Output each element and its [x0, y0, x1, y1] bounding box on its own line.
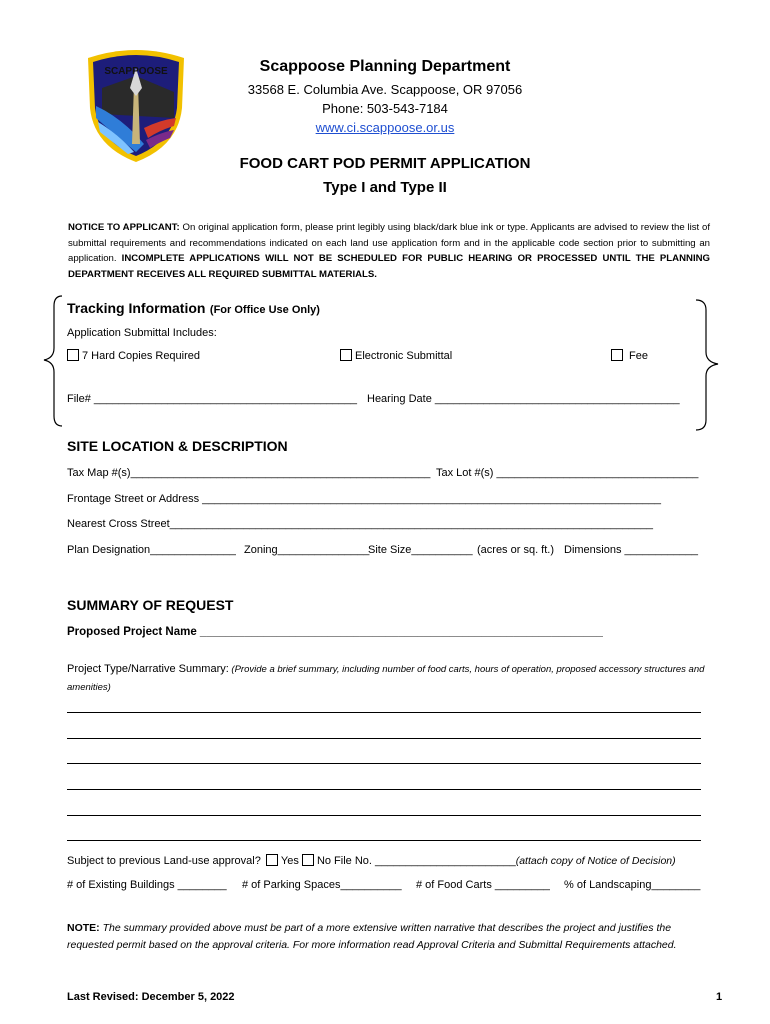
submittal-includes-label: Application Submittal Includes: [67, 327, 217, 339]
svg-text:SCAPPOOSE: SCAPPOOSE [104, 66, 168, 77]
department-address: 33568 E. Columbia Ave. Scappoose, OR 97056 [247, 82, 523, 97]
left-brace-icon [40, 292, 68, 432]
electronic-checkbox[interactable] [340, 349, 352, 361]
food-carts-field[interactable]: # of Food Carts _________ [416, 879, 550, 891]
narrative-hint: (Provide a brief summary, including number of food carts, hours of operation, proposed accessory structures and amenities) [67, 664, 705, 693]
tracking-title: Tracking Information [67, 300, 206, 316]
yes-checkbox[interactable] [266, 854, 278, 866]
electronic-label: Electronic Submittal [355, 350, 453, 362]
hard-copies-checkbox[interactable] [67, 349, 79, 361]
department-phone: Phone: 503-543-7184 [322, 101, 448, 116]
fee-label: Fee [629, 350, 648, 362]
hearing-date-field[interactable]: Hearing Date ________________________________________ [367, 393, 680, 405]
yes-label: Yes [280, 855, 299, 867]
summary-section-title: SUMMARY OF REQUEST [67, 597, 234, 613]
last-revised: Last Revised: December 5, 2022 [67, 991, 235, 1003]
acres-unit-label: (acres or sq. ft.) [477, 544, 555, 556]
cross-street-field[interactable]: Nearest Cross Street_______________________________________________________________________________ [67, 518, 653, 530]
parking-spaces-field[interactable]: # of Parking Spaces__________ [242, 879, 402, 891]
narrative-label-block [67, 660, 707, 696]
zoning-field[interactable]: Zoning_______________ [244, 544, 370, 556]
form-subtitle: Type I and Type II [323, 179, 447, 196]
notice-text: On original application form, please print legibly using black/dark blue ink or type. Applicants are advised to review the list of submittal requirements and recommendations indicated on each land use application form and in the applicable code section prior to submitting an application. [68, 222, 711, 264]
tracking-heading [67, 300, 320, 318]
form-title: FOOD CART POD PERMIT APPLICATION [239, 155, 531, 172]
dimensions-field[interactable]: Dimensions ____________ [564, 544, 698, 556]
narrative-line-6[interactable] [67, 840, 701, 841]
electronic-option[interactable] [340, 349, 452, 362]
scappoose-shield-icon [82, 48, 190, 164]
prior-approval-row [67, 854, 676, 867]
narrative-line-4[interactable] [67, 789, 701, 790]
city-logo [82, 48, 190, 164]
narrative-line-3[interactable] [67, 763, 701, 764]
file-number-field[interactable]: File# ___________________________________________ [67, 393, 357, 405]
frontage-field[interactable]: Frontage Street or Address ___________________________________________________________________________ [67, 493, 661, 505]
notice-emphasis: INCOMPLETE APPLICATIONS WILL NOT BE SCHEDULED FOR PUBLIC HEARING OR PROCESSED UNTIL THE PLANNING DEPARTMENT RECEIVES ALL REQUIRED SUBMITTAL MATERIALS. [68, 253, 711, 280]
attach-note: (attach copy of Notice of Decision) [515, 855, 676, 867]
narrative-line-1[interactable] [67, 712, 701, 713]
project-name-field[interactable]: Proposed Project Name _______________________________________________________________ [67, 626, 603, 638]
website-link[interactable]: www.ci.scappoose.or.us [315, 120, 455, 135]
site-size-field[interactable]: Site Size__________ [368, 544, 473, 556]
tax-lot-field[interactable]: Tax Lot #(s) _________________________________ [436, 467, 699, 479]
narrative-line-2[interactable] [67, 738, 701, 739]
hard-copies-option[interactable] [67, 349, 200, 362]
narrative-line-5[interactable] [67, 815, 701, 816]
notice-label: NOTICE TO APPLICANT: [68, 222, 180, 233]
existing-buildings-field[interactable]: # of Existing Buildings ________ [67, 879, 227, 891]
notice-to-applicant [68, 220, 710, 282]
note-text: The summary provided above must be part of a more extensive written narrative that describes the project and justifies the requested permit based on the approval criteria. For more information read Approval Criteria and Submittal Requirements attached. [67, 922, 677, 951]
prior-approval-label: Subject to previous Land-use approval? [67, 855, 261, 867]
department-name: Scappoose Planning Department [259, 58, 511, 75]
tax-map-field[interactable]: Tax Map #(s)_________________________________________________ [67, 467, 431, 479]
narrative-label: Project Type/Narrative Summary: [67, 663, 229, 675]
site-section-title: SITE LOCATION & DESCRIPTION [67, 438, 288, 454]
tracking-note: (For Office Use Only) [209, 304, 320, 316]
fee-option[interactable] [611, 349, 648, 362]
summary-note [67, 920, 697, 954]
right-brace-icon [692, 296, 722, 436]
note-label: NOTE: [67, 922, 100, 934]
fee-checkbox[interactable] [611, 349, 623, 361]
no-checkbox[interactable] [302, 854, 314, 866]
hard-copies-label: 7 Hard Copies Required [82, 350, 201, 362]
no-file-field[interactable]: No File No. _______________________ [316, 855, 516, 867]
plan-designation-field[interactable]: Plan Designation______________ [67, 544, 236, 556]
page-number: 1 [716, 991, 723, 1003]
landscaping-field[interactable]: % of Landscaping________ [564, 879, 701, 891]
